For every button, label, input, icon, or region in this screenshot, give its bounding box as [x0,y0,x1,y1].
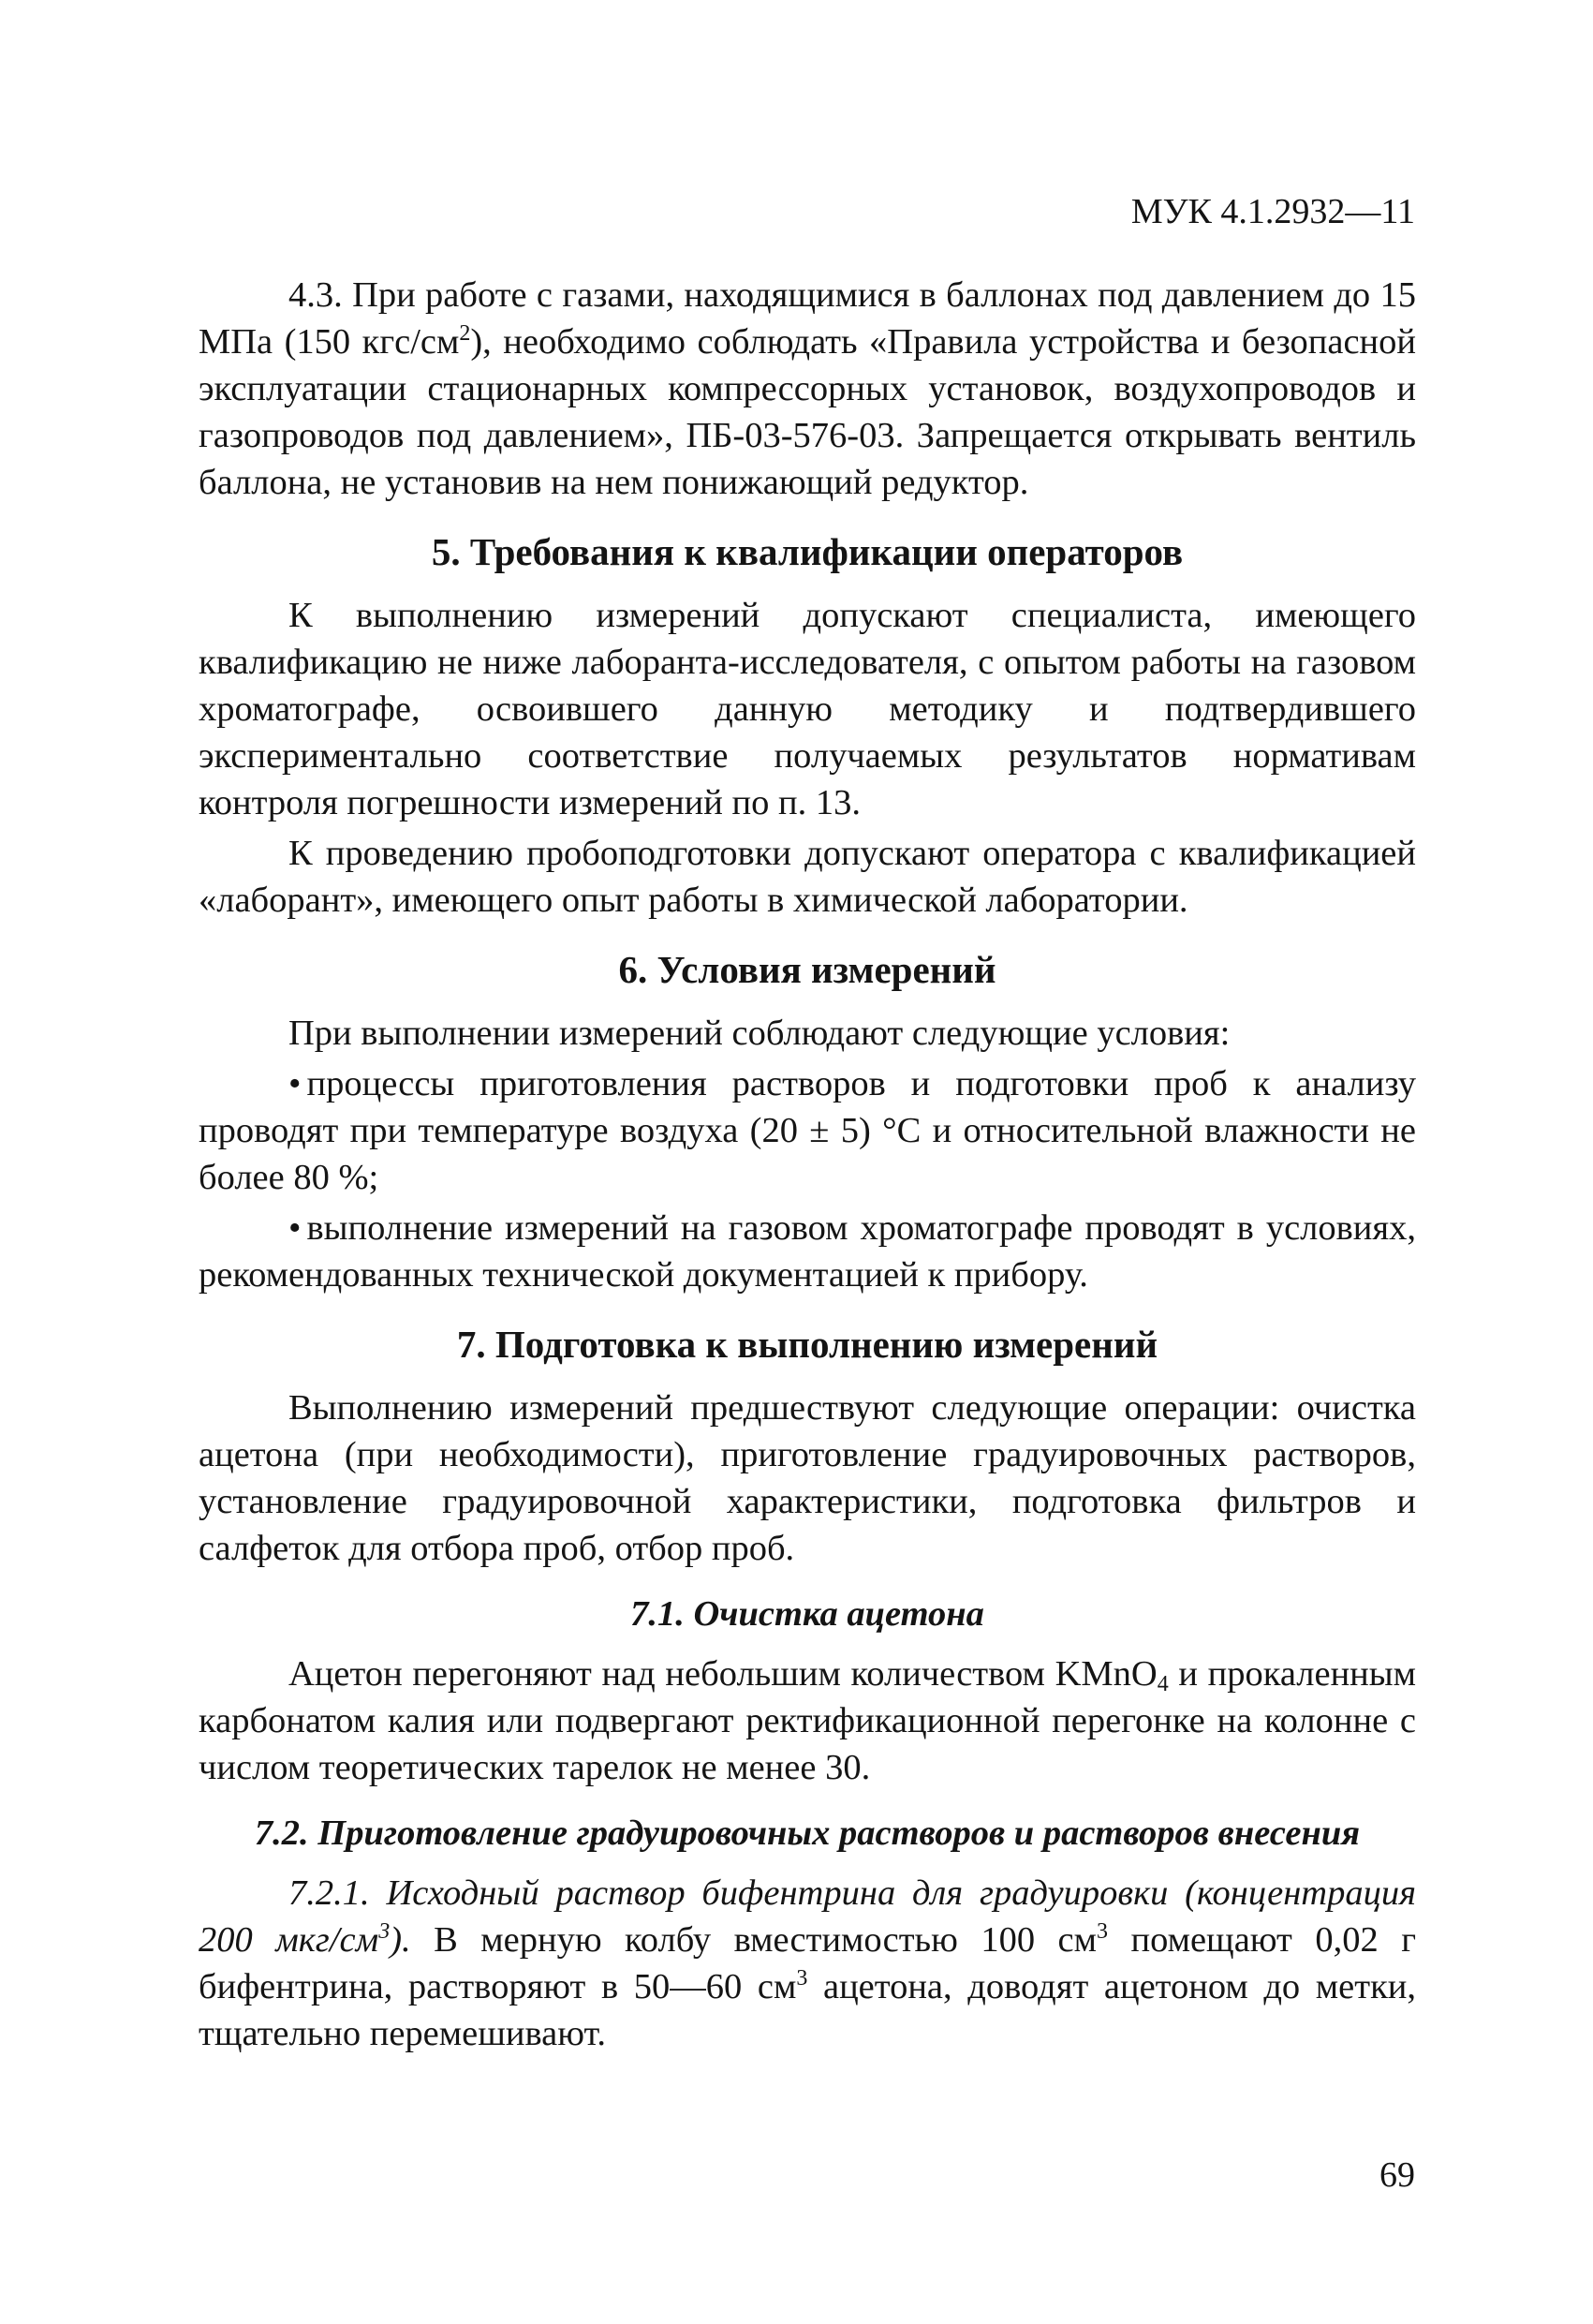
page-number: 69 [1379,2155,1415,2195]
section-7-paragraph: Выполнению измерений предшествуют следующие операции: очистка ацетона (при необходимости), приготовление градуировочных растворов, установление градуировочной характеристики, подготовка фильтров и салфеток для отбора проб, отбор проб. [199,1388,1416,1568]
section-6-bullet-1: • процессы приготовления растворов и подготовки проб к анализу проводят при температуре воздуха (20 ± 5) °С и относительной влажности не более 80 %; [199,1060,1416,1201]
subsection-7-1-paragraph: Ацетон перегоняют над небольшим количеством KMnO$_4$ и прокаленным карбонатом калия или подвергают ректификационной перегонке на колонне с числом теоретических тарелок не менее 30. [199,1654,1417,1787]
section-7-title: 7. Подготовка к выполнению измерений [456,1323,1158,1366]
section-5-title: 5. Требования к квалификации операторов [431,530,1184,573]
subsection-7-1-title: 7.1. Очистка ацетона [630,1594,984,1634]
section-6-bullet-2: • выполнение измерений на газовом хроматографе проводят в условиях, рекомендованных технической документацией к прибору. [199,1205,1416,1298]
section-5-paragraph-2: К проведению пробоподготовки допускают оператора с квалификацией «лаборант», имеющего опыт работы в химической лаборатории. [199,834,1416,920]
page-content [199,272,1416,2057]
paragraph-4-3: 4.3. При работе с газами, находящимися в баллонах под давлением до 15 МПа (150 кгс/$см^2$), необходимо соблюдать «Правила устройства и безопасной эксплуатации стационарных компрессорных установок, воздухопроводов и газопроводов под давлением», ПБ-03-576-03. Запрещается открывать вентиль баллона, не установив на нем понижающий редуктор. [199,275,1416,502]
subsection-7-2-1-paragraph: 7.2.1. Исходный раствор бифентрина для градуировки (концентрация 200 мкг/$см^3$). В мерную колбу вместимостью 100 $см^3$ помещают 0,02 г бифентрина, растворяют в 50—60 $см^3$ ацетона, доводят ацетоном до метки, тщательно перемешивают. [199,1873,1417,2053]
section-6-intro: При выполнении измерений соблюдают следующие условия: [288,1014,1231,1053]
document-code: МУК 4.1.2932—11 [1130,192,1415,231]
subsection-7-2-title: 7.2. Приготовление градуировочных растворов и растворов внесения [254,1813,1361,1853]
section-5-paragraph-1: К выполнению измерений допускают специалиста, имеющего квалификацию не ниже лаборанта-исследователя, с опытом работы на газовом хроматографе, освоившего данную методику и подтвердившего экспериментально соответствие получаемых результатов нормативам контроля погрешности измерений по п. 13. [199,596,1416,822]
section-6-title: 6. Условия измерений [618,948,996,991]
